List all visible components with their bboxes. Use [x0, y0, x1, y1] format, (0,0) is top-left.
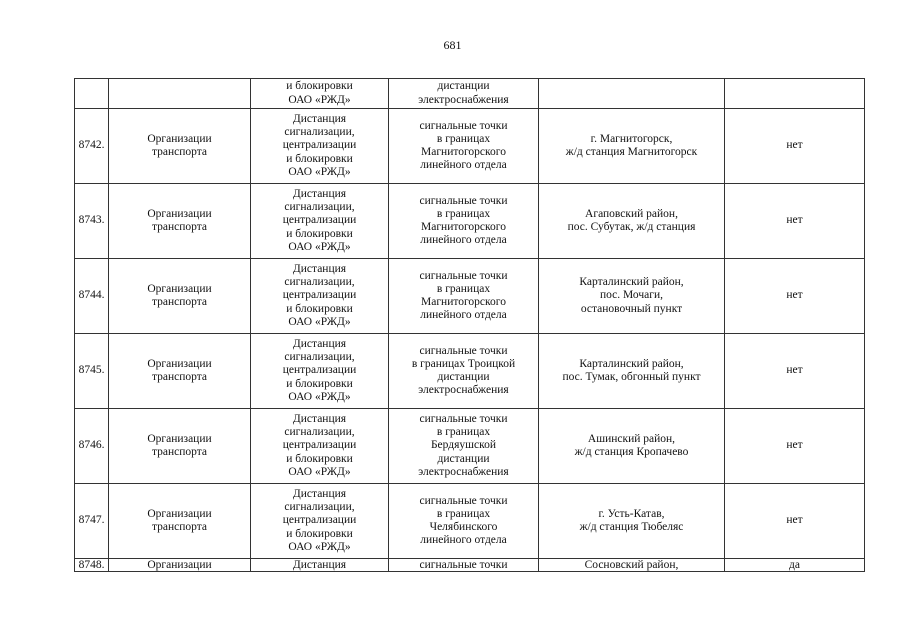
organization-type: Организации транспорта [109, 334, 251, 409]
object: сигнальные точки в границах Челябинского линейного отдела [389, 484, 539, 559]
flag: нет [725, 109, 865, 184]
row-number: 8747. [75, 484, 109, 559]
owner: Дистанция сигнализации, централизации и блокировки ОАО «РЖД» [251, 184, 389, 259]
row-number: 8748. [75, 559, 109, 572]
flag: нет [725, 184, 865, 259]
location: Карталинский район, пос. Тумак, обгонный пункт [539, 334, 725, 409]
table-row [75, 409, 865, 484]
organization-type: Организации транспорта [109, 484, 251, 559]
continuation-type-cell [109, 79, 251, 109]
table-row [75, 484, 865, 559]
location: Сосновский район, [539, 559, 725, 572]
row-number: 8746. [75, 409, 109, 484]
owner: Дистанция сигнализации, централизации и блокировки ОАО «РЖД» [251, 259, 389, 334]
continuation-owner-cell: и блокировки ОАО «РЖД» [251, 79, 389, 109]
organization-type: Организации транспорта [109, 409, 251, 484]
flag: нет [725, 409, 865, 484]
owner: Дистанция сигнализации, централизации и блокировки ОАО «РЖД» [251, 409, 389, 484]
table-row [75, 184, 865, 259]
flag: да [725, 559, 865, 572]
flag: нет [725, 334, 865, 409]
owner: Дистанция сигнализации, централизации и блокировки ОАО «РЖД» [251, 334, 389, 409]
object: сигнальные точки [389, 559, 539, 572]
organization-type: Организации [109, 559, 251, 572]
location: г. Магнитогорск, ж/д станция Магнитогорск [539, 109, 725, 184]
object: сигнальные точки в границах Магнитогорского линейного отдела [389, 109, 539, 184]
continuation-flag-cell [725, 79, 865, 109]
table-row [75, 109, 865, 184]
flag: нет [725, 259, 865, 334]
continuation-row [75, 79, 865, 109]
page-number: 681 [443, 38, 462, 52]
organization-type: Организации транспорта [109, 109, 251, 184]
row-number: 8744. [75, 259, 109, 334]
continuation-location-cell [539, 79, 725, 109]
organization-type: Организации транспорта [109, 259, 251, 334]
object: сигнальные точки в границах Магнитогорского линейного отдела [389, 184, 539, 259]
table-row-partial [75, 559, 865, 572]
organization-type: Организации транспорта [109, 184, 251, 259]
row-number: 8742. [75, 109, 109, 184]
flag: нет [725, 484, 865, 559]
continuation-object-cell: дистанции электроснабжения [389, 79, 539, 109]
object: сигнальные точки в границах Бердяушской дистанции электроснабжения [389, 409, 539, 484]
continuation-num-cell [75, 79, 109, 109]
location: Ашинский район, ж/д станция Кропачево [539, 409, 725, 484]
location: г. Усть-Катав, ж/д станция Тюбеляс [539, 484, 725, 559]
location: Агаповский район, пос. Субутак, ж/д станция [539, 184, 725, 259]
location: Карталинский район, пос. Мочаги, остановочный пункт [539, 259, 725, 334]
object: сигнальные точки в границах Троицкой дистанции электроснабжения [389, 334, 539, 409]
row-number: 8743. [75, 184, 109, 259]
table-row [75, 334, 865, 409]
owner: Дистанция [251, 559, 389, 572]
row-number: 8745. [75, 334, 109, 409]
registry-table [74, 78, 865, 572]
owner: Дистанция сигнализации, централизации и блокировки ОАО «РЖД» [251, 484, 389, 559]
table-row [75, 259, 865, 334]
object: сигнальные точки в границах Магнитогорского линейного отдела [389, 259, 539, 334]
owner: Дистанция сигнализации, централизации и блокировки ОАО «РЖД» [251, 109, 389, 184]
